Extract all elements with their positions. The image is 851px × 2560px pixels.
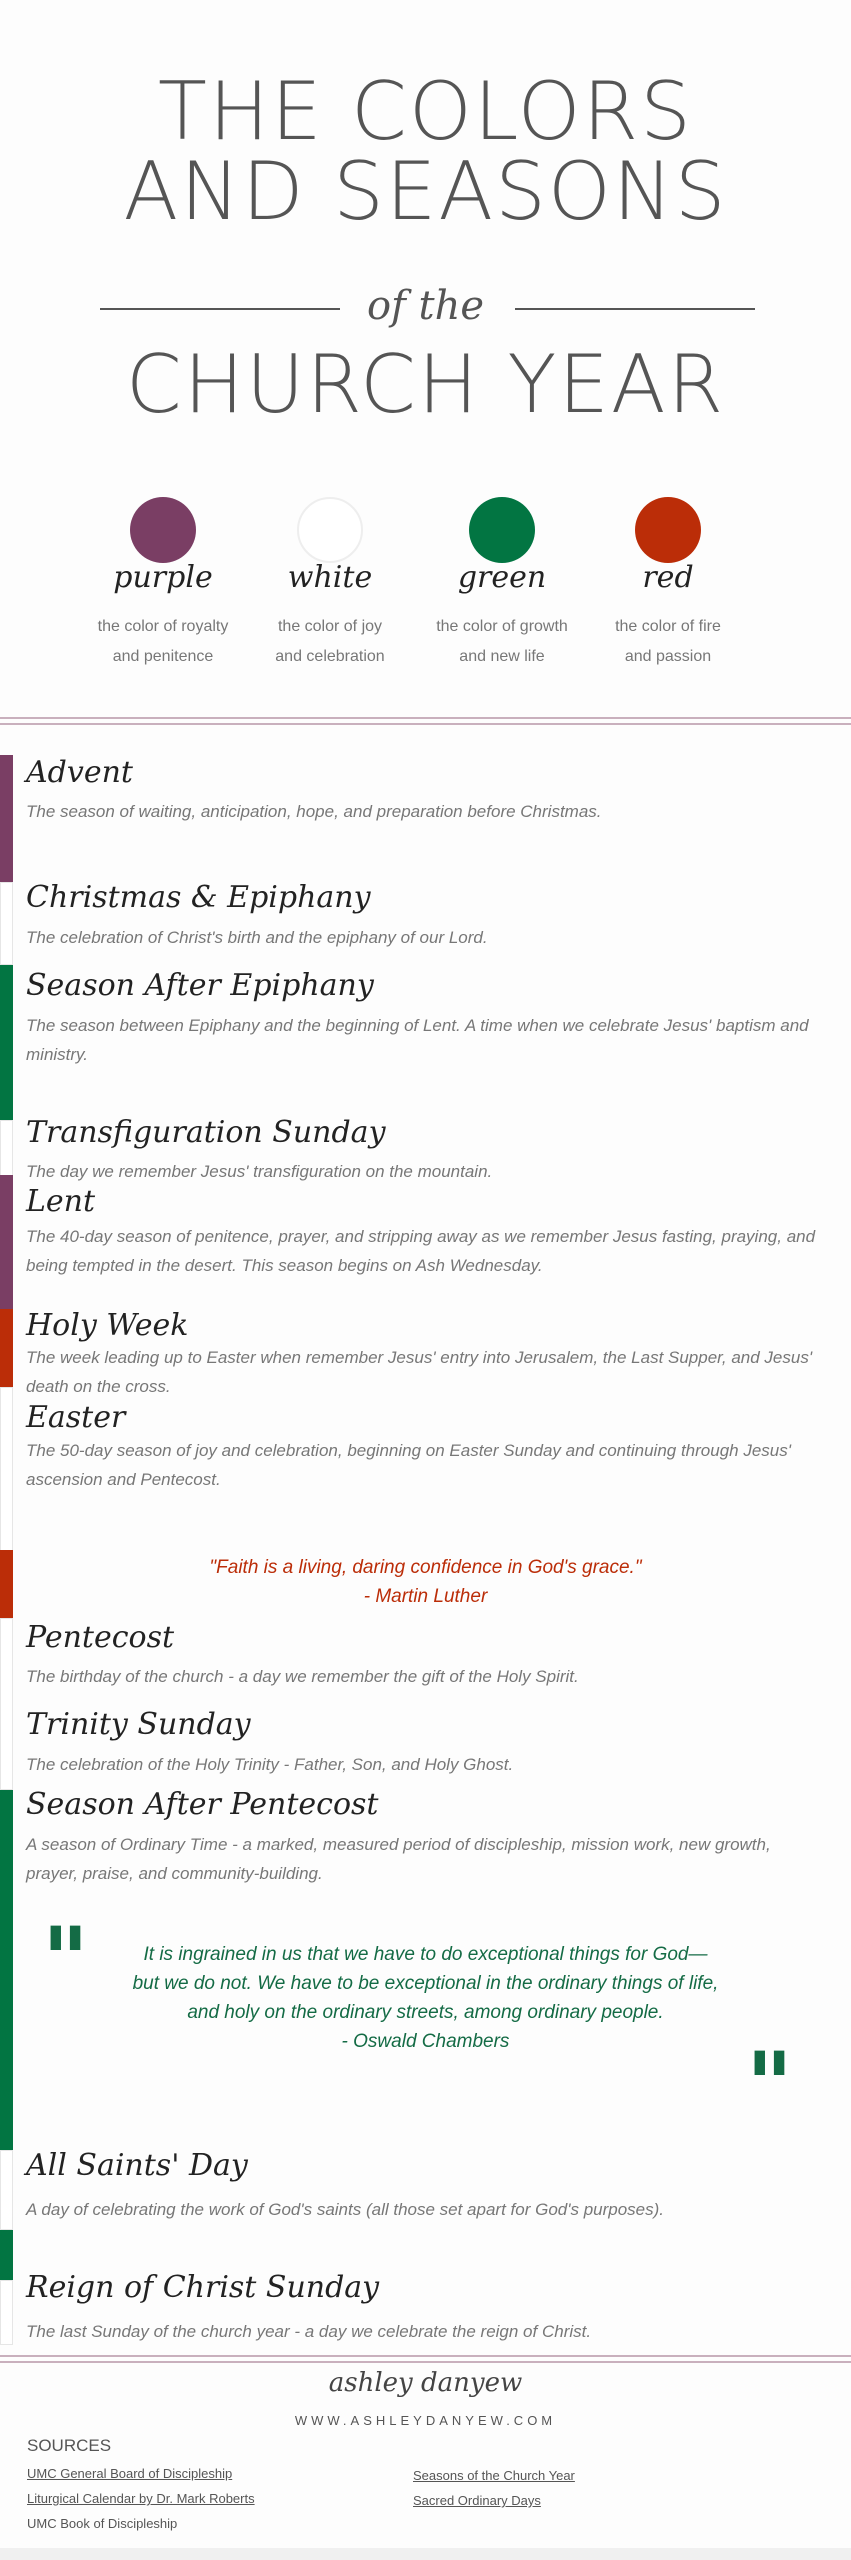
signature-logo: ashley danyew [328, 2368, 523, 2398]
source-link[interactable]: Liturgical Calendar by Dr. Mark Roberts [27, 2491, 255, 2506]
white-swatch [297, 497, 363, 563]
season-desc: The season between Epiphany and the beginning of Lent. A time when we celebrate Jesus' baptism and ministry. [26, 1016, 809, 1064]
season-title: Christmas & Epiphany [26, 880, 371, 915]
bar-green [0, 965, 13, 1120]
footer-divider [0, 2355, 851, 2357]
divider-right [515, 308, 755, 310]
season-desc: The season of waiting, anticipation, hope, and preparation before Christmas. [26, 802, 602, 821]
green-swatch [469, 497, 535, 563]
quote-author: - Oswald Chambers [341, 2031, 510, 2052]
season-title: Season After Pentecost [26, 1787, 379, 1822]
season-desc: A season of Ordinary Time - a marked, measured period of discipleship, mission work, new growth, prayer, praise, and community-building. [26, 1835, 771, 1883]
season-desc: The day we remember Jesus' transfiguration on the mountain. [26, 1162, 493, 1181]
title-line-2: AND SEASONS [123, 145, 728, 238]
color-desc-line: and passion [624, 648, 712, 665]
season-desc: The last Sunday of the church year - a day we celebrate the reign of Christ. [26, 2322, 592, 2341]
color-desc-line: and celebration [275, 648, 385, 665]
season-title: All Saints' Day [26, 2148, 248, 2183]
footer-band [0, 2548, 851, 2560]
website-url[interactable]: WWW.ASHLEYDANYEW.COM [294, 2413, 557, 2428]
quote-text: "Faith is a living, daring confidence in God's grace." [209, 1557, 642, 1578]
open-quote-icon: " [42, 1907, 89, 2013]
color-name: purple [113, 560, 213, 595]
source-link[interactable]: Sacred Ordinary Days [413, 2493, 541, 2508]
bar-white [0, 882, 13, 965]
quote-line: but we do not. We have to be exceptional in the ordinary things of life, [132, 1973, 719, 1994]
season-title: Reign of Christ Sunday [26, 2270, 380, 2305]
bar-purple [0, 755, 13, 882]
color-desc [568, 612, 768, 672]
red-swatch [635, 497, 701, 563]
title-line-1: THE COLORS [158, 65, 693, 158]
color-desc-line: the color of royalty [97, 618, 229, 635]
season-desc: The 40-day season of penitence, prayer, and stripping away as we remember Jesus fasting, praying, and being tempted in the desert. This season begins on Ash Wednesday. [26, 1227, 816, 1275]
purple-swatch [130, 497, 196, 563]
color-desc-line: the color of joy [277, 618, 383, 635]
bar-red [0, 1309, 13, 1387]
section-divider [0, 717, 851, 719]
source-link[interactable]: Seasons of the Church Year [413, 2468, 575, 2483]
season-desc: The birthday of the church - a day we remember the gift of the Holy Spirit. [26, 1667, 579, 1686]
quote-author: - Martin Luther [363, 1586, 488, 1607]
title-connector: of the [366, 283, 485, 329]
season-title: Transfiguration Sunday [26, 1115, 386, 1150]
season-title: Advent [26, 755, 133, 790]
quote-line: and holy on the ordinary streets, among ordinary people. [187, 2002, 664, 2023]
season-title: Easter [26, 1400, 126, 1435]
season-desc: The 50-day season of joy and celebration, beginning on Easter Sunday and continuing through Jesus' ascension and Pentecost. [26, 1441, 791, 1489]
sources-heading: SOURCES [27, 2436, 112, 2455]
color-desc-line: the color of fire [615, 618, 721, 635]
bar-white [0, 2150, 13, 2230]
color-name: red [642, 560, 694, 595]
color-desc [230, 612, 430, 672]
source-text: UMC Book of Discipleship [27, 2516, 178, 2531]
season-desc: The celebration of Christ's birth and the epiphany of our Lord. [26, 928, 488, 947]
color-desc-line: and new life [459, 648, 545, 665]
season-desc: The celebration of the Holy Trinity - Father, Son, and Holy Ghost. [26, 1755, 514, 1774]
bar-white [0, 2280, 13, 2345]
color-desc-line: and penitence [112, 648, 214, 665]
season-title: Trinity Sunday [26, 1707, 251, 1742]
season-title: Pentecost [26, 1620, 175, 1655]
title-line-3: CHURCH YEAR [125, 338, 726, 431]
season-title: Season After Epiphany [26, 968, 374, 1003]
season-title: Holy Week [26, 1308, 189, 1343]
quote-luther [0, 1553, 851, 1611]
footer-divider [0, 2361, 851, 2363]
section-divider [0, 723, 851, 725]
bar-white [0, 1618, 13, 1790]
close-quote-icon: " [746, 2032, 793, 2138]
quote-chambers [0, 1940, 851, 2056]
bar-purple [0, 1175, 13, 1309]
color-desc-line: the color of growth [436, 618, 568, 635]
color-name: green [457, 560, 547, 595]
bar-white [0, 1387, 13, 1552]
bar-green [0, 2230, 13, 2280]
season-title: Lent [26, 1184, 96, 1219]
color-name: white [287, 560, 373, 595]
season-desc: The week leading up to Easter when remember Jesus' entry into Jerusalem, the Last Supper, and Jesus' death on the cross. [26, 1348, 813, 1396]
source-link[interactable]: UMC General Board of Discipleship [27, 2466, 233, 2481]
season-desc: A day of celebrating the work of God's saints (all those set apart for God's purposes). [26, 2200, 665, 2219]
quote-line: It is ingrained in us that we have to do exceptional things for God— [143, 1944, 708, 1965]
